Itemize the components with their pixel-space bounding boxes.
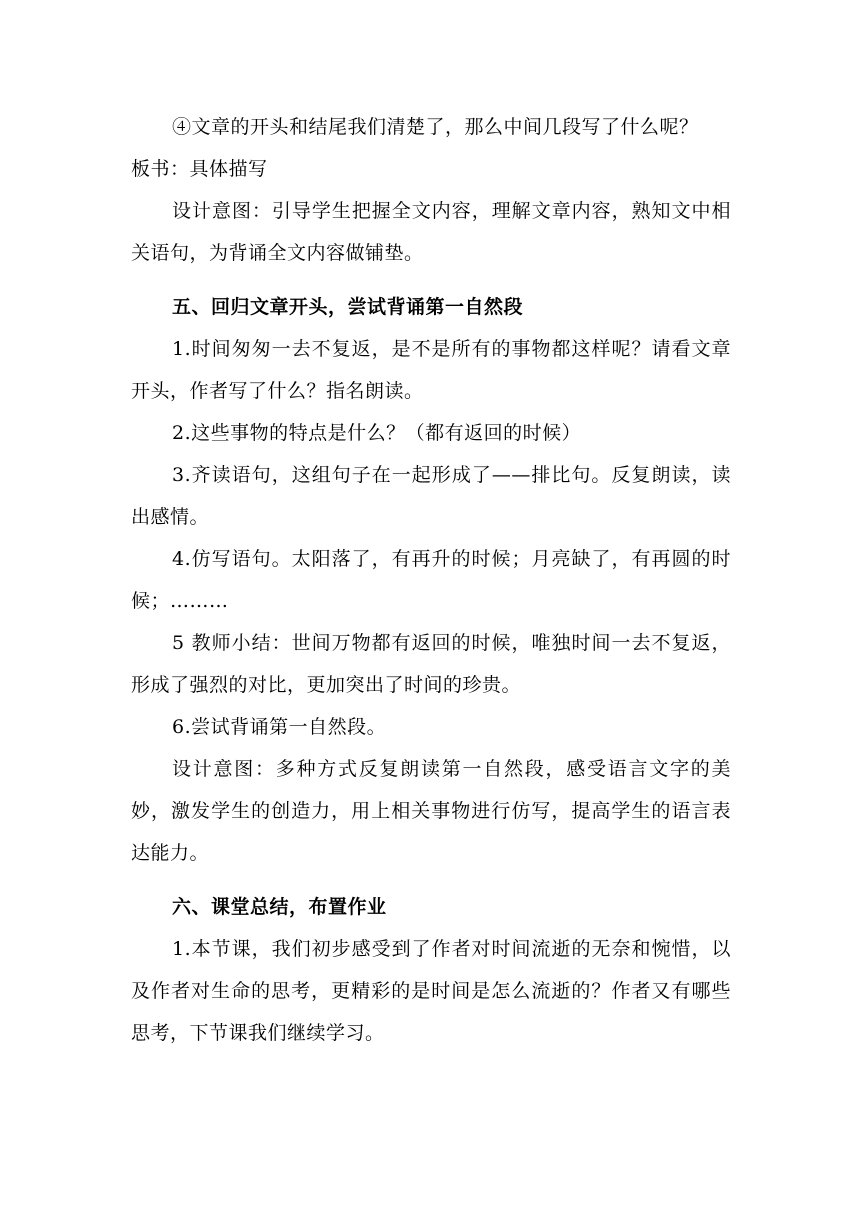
spacer bbox=[131, 274, 731, 286]
list-item-summary: 1.本节课，我们初步感受到了作者对时间流逝的无奈和惋惜，以及作者对生命的思考，更精彩的是时间是怎么流逝的？作者又有哪些思考，下节课我们继续学习。 bbox=[131, 938, 731, 1044]
paragraph-board-note: 板书：具体描写 bbox=[131, 158, 268, 180]
paragraph-question: ④文章的开头和结尾我们清楚了，那么中间几段写了什么呢？ bbox=[172, 116, 699, 138]
list-item-5: 5 教师小结：世间万物都有返回的时候，唯独时间一去不复返，形成了强烈的对比，更加突出了时间的珍贵。 bbox=[131, 632, 731, 696]
list-item-2: 2.这些事物的特点是什么？（都有返回的时候） bbox=[172, 422, 582, 444]
list-item-4: 4.仿写语句。太阳落了，有再升的时候；月亮缺了，有再圆的时候；……… bbox=[131, 548, 731, 612]
list-item-3: 3.齐读语句，这组句子在一起形成了——排比句。反复朗读，读出感情。 bbox=[131, 464, 731, 528]
spacer bbox=[131, 874, 731, 886]
section-heading-5: 五、回归文章开头，尝试背诵第一自然段 bbox=[172, 296, 524, 318]
paragraph-design-intent-2: 设计意图：多种方式反复朗读第一自然段，感受语言文字的美妙，激发学生的创造力，用上相关事物进行仿写，提高学生的语言表达能力。 bbox=[131, 758, 731, 864]
paragraph-design-intent-1: 设计意图：引导学生把握全文内容，理解文章内容，熟知文中相关语句，为背诵全文内容做铺垫。 bbox=[131, 200, 731, 264]
list-item-6: 6.尝试背诵第一自然段。 bbox=[172, 716, 387, 738]
section-heading-6: 六、课堂总结，布置作业 bbox=[172, 896, 387, 918]
document-body bbox=[131, 106, 731, 1054]
list-item-1: 1.时间匆匆一去不复返，是不是所有的事物都这样呢？请看文章开头，作者写了什么？指名朗读。 bbox=[131, 338, 731, 402]
